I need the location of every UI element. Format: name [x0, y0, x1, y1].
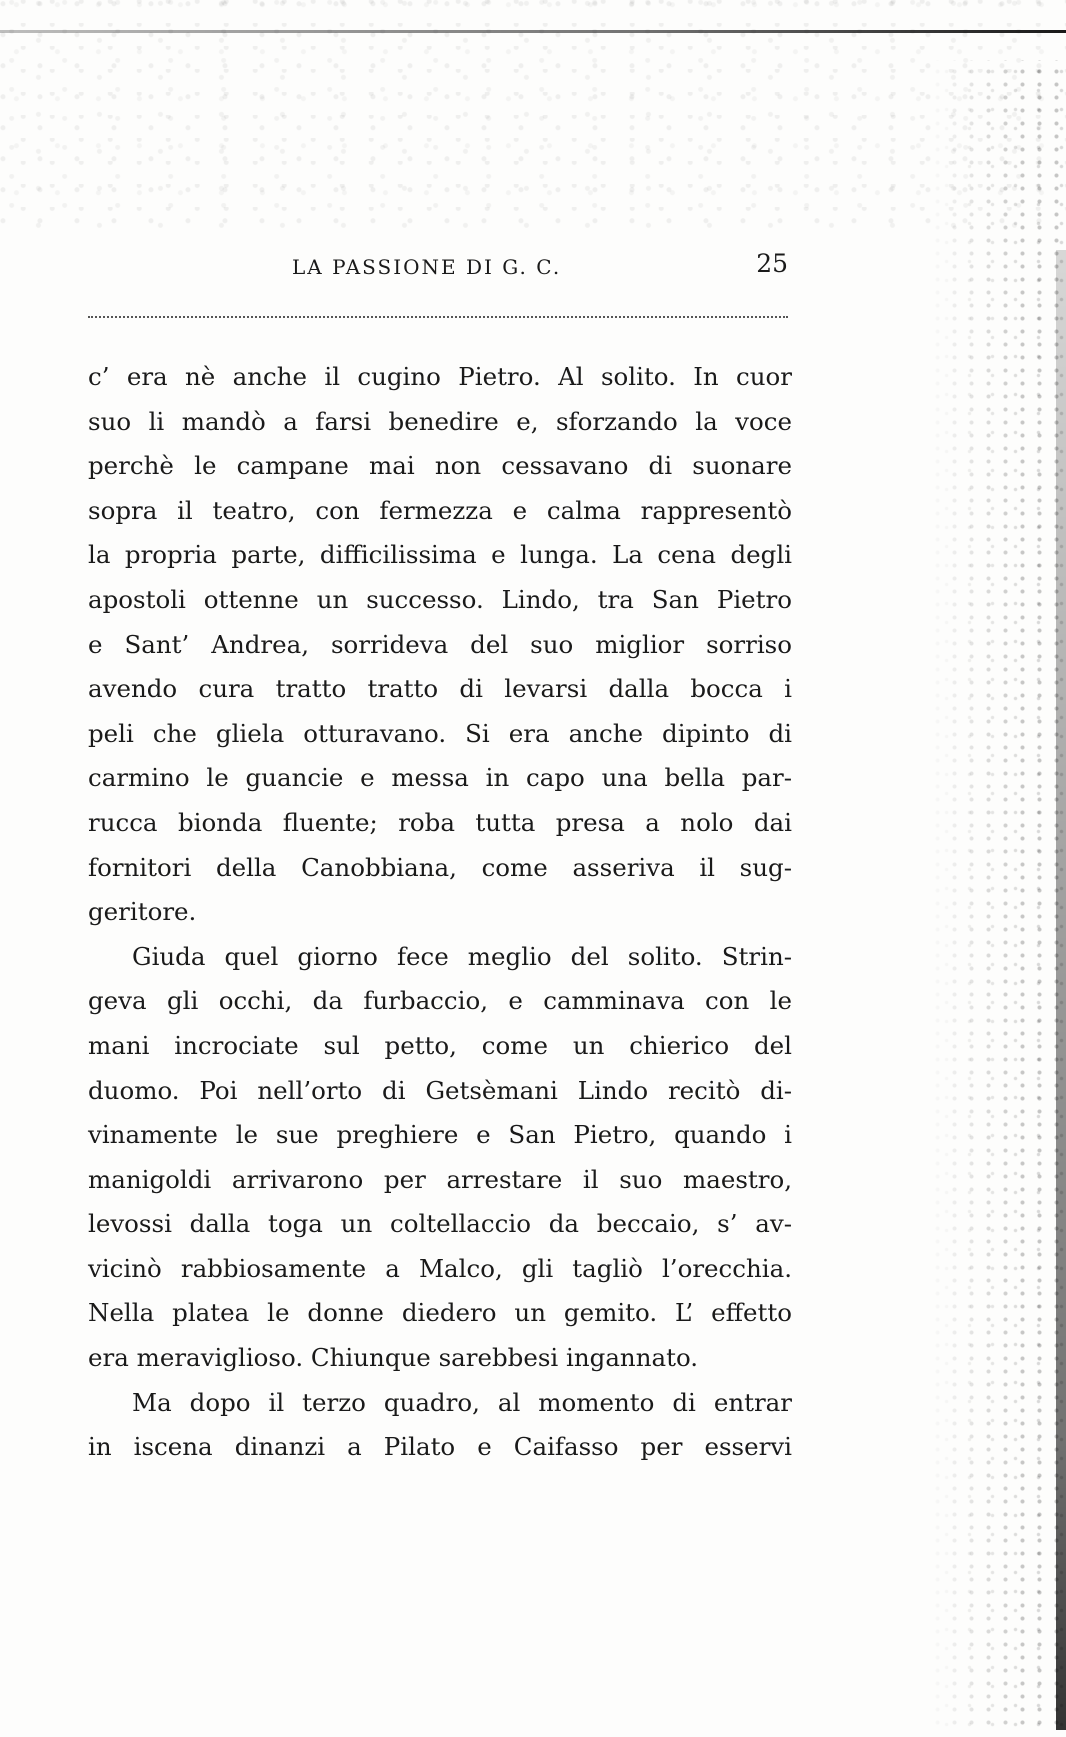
scan-noise-right — [926, 60, 1066, 1730]
scan-noise-top — [0, 0, 1066, 230]
header-dotted-rule — [88, 316, 788, 318]
text-line: apostoli ottenne un successo. Lindo, tra San Pietro — [88, 584, 792, 614]
text-line: rucca bionda fluente; roba tutta presa a nolo dai — [88, 807, 792, 837]
text-line: c’ era nè anche il cugino Pietro. Al solito. In cuor — [88, 362, 792, 391]
text-line: fornitori della Canobbiana, come asseriva il sug- — [88, 852, 792, 882]
text-line: e Sant’ Andrea, sorrideva del suo miglior sorriso — [88, 629, 792, 659]
text-line: Ma dopo il terzo quadro, al momento di entrar — [132, 1387, 792, 1417]
scan-edge-top — [0, 30, 1066, 33]
text-line: era meraviglioso. Chiunque sarebbesi ingannato. — [88, 1343, 699, 1373]
running-title: LA PASSIONE DI G. C. — [292, 255, 562, 279]
text-line: vicinò rabbiosamente a Malco, gli tagliò l’orecchia. — [88, 1253, 792, 1283]
text-line: vinamente le sue preghiere e San Pietro, quando i — [88, 1120, 792, 1150]
text-line: manigoldi arrivarono per arrestare il suo maestro, — [88, 1164, 792, 1194]
text-line: suo li mandò a farsi benedire e, sforzando la voce — [88, 406, 792, 436]
text-line: Giuda quel giorno fece meglio del solito. Strin- — [132, 941, 792, 971]
body-text — [88, 355, 792, 1470]
text-line: sopra il teatro, con fermezza e calma rappresentò — [88, 495, 792, 525]
text-line: levossi dalla toga un coltellaccio da beccaio, s’ av- — [88, 1209, 792, 1239]
text-line: duomo. Poi nell’orto di Getsèmani Lindo recitò di- — [88, 1075, 792, 1105]
text-line: perchè le campane mai non cessavano di suonare — [88, 451, 792, 481]
text-line: Nella platea le donne diedero un gemito. L’ effetto — [88, 1298, 792, 1328]
text-line: mani incrociate sul petto, come un chierico del — [88, 1030, 792, 1060]
text-line: avendo cura tratto tratto di levarsi dalla bocca i — [88, 674, 792, 704]
running-header — [88, 249, 788, 295]
text-line: geritore. — [88, 897, 197, 927]
text-line: geva gli occhi, da furbaccio, e camminava con le — [88, 986, 792, 1016]
text-line: la propria parte, difficilissima e lunga. La cena degli — [88, 540, 792, 570]
text-line: in iscena dinanzi a Pilato e Caifasso per esservi — [88, 1432, 792, 1462]
scan-edge-right — [1056, 250, 1066, 1730]
page-number: 25 — [756, 249, 788, 278]
text-line: peli che gliela otturavano. Si era anche dipinto di — [88, 718, 792, 748]
text-line: carmino le guancie e messa in capo una bella par- — [88, 763, 792, 793]
